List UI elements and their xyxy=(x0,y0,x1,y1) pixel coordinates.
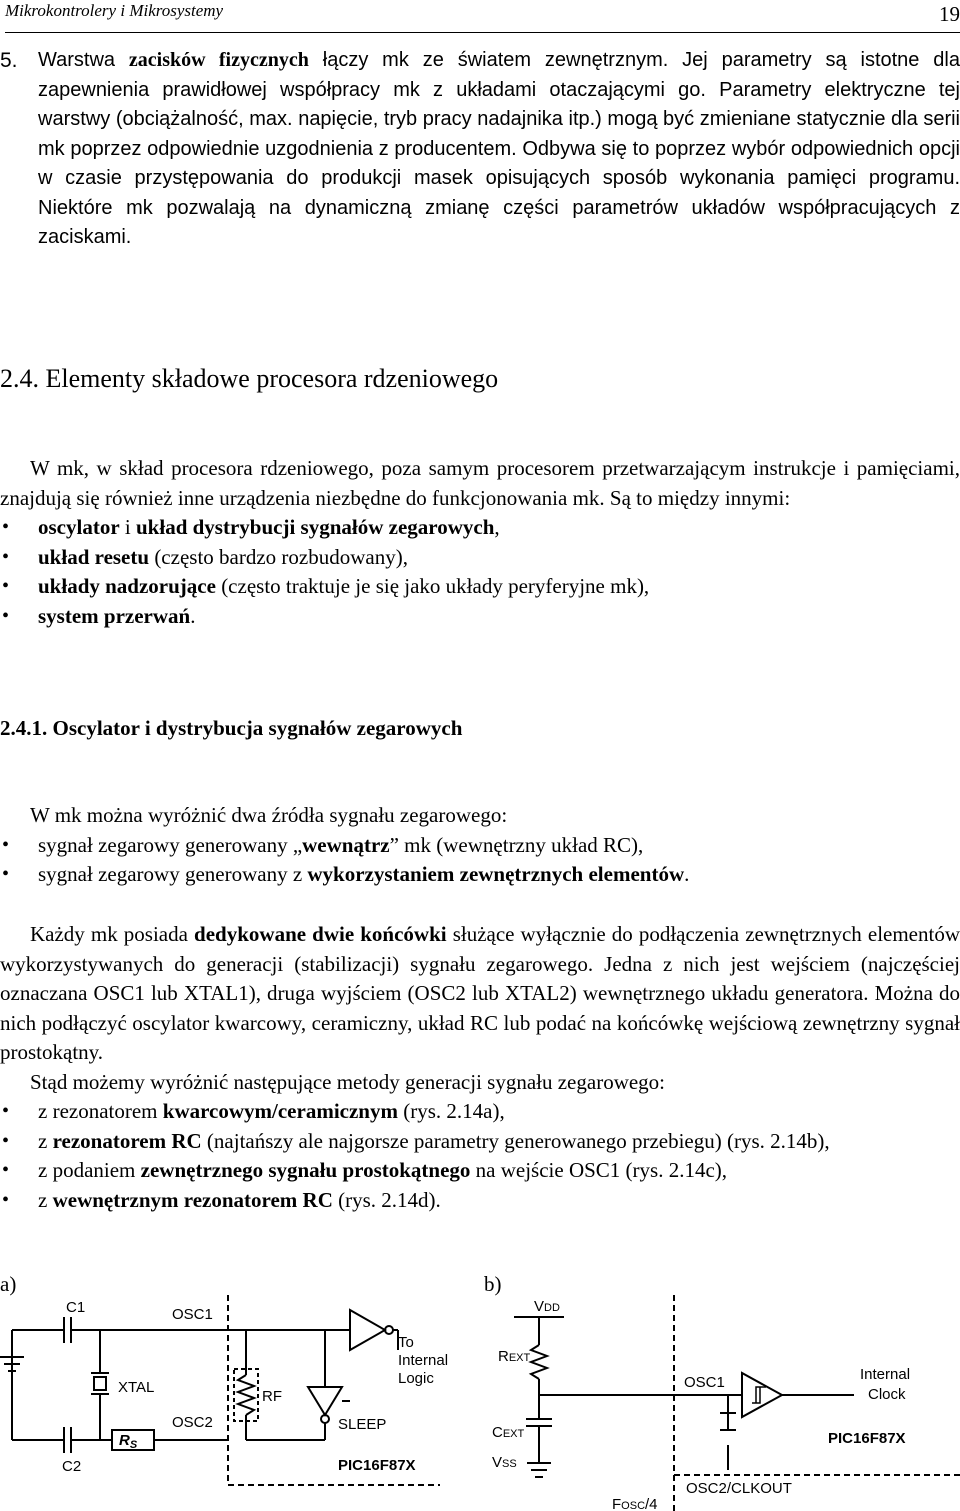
item5-text-a: Warstwa xyxy=(38,49,116,71)
list-item xyxy=(0,1156,960,1186)
list-item-text-2: na wejście OSC1 (rys. 2.14c), xyxy=(470,1158,728,1182)
rext-label: REXT xyxy=(498,1348,531,1365)
page-number: 19 xyxy=(939,2,960,26)
list-item-bold: układ resetu xyxy=(38,544,150,569)
clock-sources-list xyxy=(0,831,960,890)
osc2-clkout-label: OSC2/CLKOUT xyxy=(686,1480,792,1497)
fosc-label: FOSC/4 xyxy=(612,1496,658,1511)
list-item-text: z xyxy=(38,1187,53,1212)
vss-label: VSS xyxy=(492,1454,517,1471)
chip-label-a: PIC16F87X xyxy=(338,1457,416,1474)
vdd-label: VDD xyxy=(534,1298,560,1315)
list-item-text: sygnał zegarowy generowany „ xyxy=(38,832,303,857)
section-2-4-heading: 2.4. Elementy składowe procesora rdzeniowego xyxy=(0,364,499,393)
cext-label: CEXT xyxy=(492,1424,525,1441)
section-2-4-intro: W mk, w skład procesora rdzeniowego, poza samym procesorem przetwarzającym instrukcje i pamięciami, znajdują się również inne urządzenia niezbędne do funkcjonowania mk. Są to między innymi: xyxy=(0,456,960,510)
list-item xyxy=(0,602,960,632)
list-item-text-2: , xyxy=(494,515,500,539)
list-item-text: (często bardzo rozbudowany), xyxy=(149,544,408,569)
list-item-text: i xyxy=(119,515,136,539)
methods-intro: Stąd możemy wyróżnić następujące metody generacji sygnału zegarowego: xyxy=(30,1069,666,1094)
list-item xyxy=(0,572,960,602)
list-item-text: z rezonatorem xyxy=(38,1099,163,1123)
pins-text-a: Każdy mk posiada xyxy=(30,922,188,946)
pins-text-b: służące wyłącznie do podłączenia zewnętrznych elementów wykorzystywanych do generacji (stabilizacji) sygnału zegarowego. Jedna z nich jest wejściem (najczęściej oznaczana OSC1 lub XTAL1), druga wyjściem (OSC2 lub XTAL2) wewnętrznego układu generatora. Można do nich podłączyć oscylator kwarcowy, ceramiczny, układ RC lub podać na końcówkę wejściową zewnętrzny sygnał prostokątny. xyxy=(0,922,960,1064)
to-label-1: To xyxy=(398,1334,414,1351)
list-item-bold: wykorzystaniem zewnętrznych elementów xyxy=(307,862,685,886)
section-2-4-1-intro-block xyxy=(0,801,960,890)
list-item-text: . xyxy=(190,603,196,628)
list-item-text: z xyxy=(38,1128,53,1153)
list-item xyxy=(0,860,960,890)
list-item xyxy=(0,1127,960,1157)
figure-b-label: b) xyxy=(484,1272,502,1296)
item5-text xyxy=(38,46,960,253)
list-item-bold: rezonatorem RC xyxy=(52,1128,202,1153)
section-2-4-body xyxy=(0,454,960,631)
list-item-bold: system przerwań xyxy=(38,603,191,628)
chip-label-b: PIC16F87X xyxy=(828,1430,906,1447)
internal-clock-1: Internal xyxy=(860,1366,911,1383)
item5-text-b: łączy mk ze światem zewnętrznym. Jej parametry są istotne dla zapewnienia prawidłowej współpracy mk z układami otaczającymi go. Parametry elektryczne tej warstwy (obciążalność, max. napięcie, tryb pracy nadajnika itp.) mogą być zmieniane statycznie dla serii mk poprzez odpowiednie uzgodnienia z producentem. Odbywa się to poprzez wybór odpowiednich opcji w czasie przystępowania do produkcji masek opisujących sposób wykonania pamięci programu. Niektóre mk pozwalają na dynamiczną zmianę części parametrów układów współpracujących z zaciskami. xyxy=(38,49,960,248)
list-item-text-2: . xyxy=(684,862,690,886)
list-item-text-2: ” mk (wewnętrzny układ RC), xyxy=(389,832,644,857)
figure-a-circuit xyxy=(0,1295,480,1511)
section-2-4-list xyxy=(0,513,960,631)
list-item-text: z podaniem xyxy=(38,1158,141,1182)
page-header xyxy=(5,0,960,33)
item5-number: 5. xyxy=(0,49,18,72)
xtal-label: XTAL xyxy=(118,1379,155,1396)
list-item-bold: zewnętrznego sygnału prostokątnego xyxy=(140,1158,471,1182)
item5-bold: zacisków fizycznych xyxy=(128,49,309,71)
sleep-label: SLEEP xyxy=(338,1416,387,1433)
list-item-text-2: (rys. 2.14d). xyxy=(332,1187,441,1212)
list-item-bold: kwarcowym/ceramicznym xyxy=(162,1099,398,1123)
list-item xyxy=(0,543,960,573)
pins-bold: dedykowane dwie końcówki xyxy=(194,922,447,946)
rf-label: RF xyxy=(262,1388,282,1405)
rs-label: $R_S$ xyxy=(119,1432,138,1451)
c1-label: C1 xyxy=(66,1299,86,1316)
list-item-text-2: (najtańszy ale najgorsze parametry generowanego przebiegu) (rys. 2.14b), xyxy=(201,1128,830,1153)
list-item-text: sygnał zegarowy generowany z xyxy=(38,862,308,886)
list-item xyxy=(0,1186,960,1216)
list-item xyxy=(0,513,960,543)
list-item-bold: układy nadzorujące xyxy=(38,574,216,598)
figure-b-circuit xyxy=(484,1295,960,1511)
list-item xyxy=(0,1097,960,1127)
osc1-label-b: OSC1 xyxy=(684,1374,725,1391)
section-2-4-1-intro: W mk można wyróżnić dwa źródła sygnału zegarowego: xyxy=(30,803,508,827)
list-item-bold: wewnętrznym rezonatorem RC xyxy=(52,1187,333,1212)
item5-paragraph xyxy=(0,46,960,253)
list-item-bold: oscylator xyxy=(38,515,120,539)
osc2-label: OSC2 xyxy=(172,1414,213,1431)
osc1-label: OSC1 xyxy=(172,1306,213,1323)
figure-a-label: a) xyxy=(0,1272,17,1296)
to-label-2: Internal xyxy=(398,1352,449,1369)
list-item-bold: wewnątrz xyxy=(302,832,390,857)
section-2-4-1-heading: 2.4.1. Oscylator i dystrybucja sygnałów zegarowych xyxy=(0,716,463,740)
methods-list xyxy=(0,1097,960,1215)
list-item-text-2: (rys. 2.14a), xyxy=(397,1099,505,1123)
internal-clock-2: Clock xyxy=(868,1386,906,1403)
c2-label: C2 xyxy=(62,1458,82,1475)
running-title: Mikrokontrolery i Mikrosystemy xyxy=(5,1,224,20)
list-item xyxy=(0,831,960,861)
list-item-text: (często traktuje je się jako układy peryferyjne mk), xyxy=(215,574,650,598)
to-label-3: Logic xyxy=(398,1370,434,1387)
pins-paragraph xyxy=(0,920,960,1068)
section-2-4-1-body xyxy=(0,920,960,1215)
list-item-bold-2: układ dystrybucji sygnałów zegarowych xyxy=(136,515,495,539)
